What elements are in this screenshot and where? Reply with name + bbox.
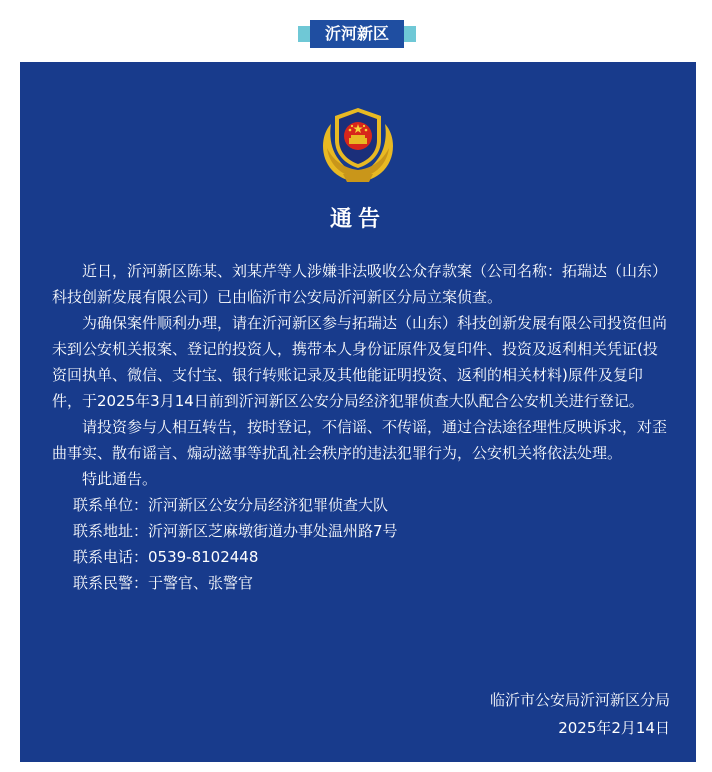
paragraph-2: 为确保案件顺利办理，请在沂河新区参与拓瑞达（山东）科技创新发展有限公司投资但尚未到公安机关报案、登记的投资人，携带本人身份证原件及复印件、投资及返利相关凭证(投资回执单、微信、支付宝、银行转账记录及其他能证明投资、返利的相关材料)原件及复印件，于2025年3月14日前到沂河新区公安分局经济犯罪侦查大队配合公安机关进行登记。: [52, 314, 668, 410]
contact-phone: 联系电话：0539-8102448: [73, 548, 259, 566]
contact-unit: 联系单位：沂河新区公安分局经济犯罪侦查大队: [73, 496, 389, 514]
paragraph-closing: 特此通告。: [82, 470, 158, 488]
police-emblem-icon: [317, 102, 399, 188]
notice-panel: [20, 62, 696, 762]
signature-block: [490, 686, 670, 742]
header-tag: [0, 20, 712, 48]
signature-date: 2025年2月14日: [558, 719, 670, 737]
district-tag: 沂河新区: [310, 20, 404, 48]
contact-address: 联系地址：沂河新区芝麻墩街道办事处温州路7号: [73, 522, 398, 540]
notice-title: 通告: [329, 207, 386, 232]
paragraph-3: 请投资参与人相互转告，按时登记，不信谣、不传谣，通过合法途径理性反映诉求，对歪曲事实、散布谣言、煽动滋事等扰乱社会秩序的违法犯罪行为，公安机关将依法处理。: [52, 418, 668, 462]
notice-body: [52, 258, 670, 596]
signature-org: 临沂市公安局沂河新区分局: [489, 691, 670, 709]
paragraph-1: 近日，沂河新区陈某、刘某芹等人涉嫌非法吸收公众存款案（公司名称：拓瑞达（山东）科技创新发展有限公司）已由临沂市公安局沂河新区分局立案侦查。: [52, 262, 668, 306]
contact-officers: 联系民警：于警官、张警官: [73, 574, 254, 592]
